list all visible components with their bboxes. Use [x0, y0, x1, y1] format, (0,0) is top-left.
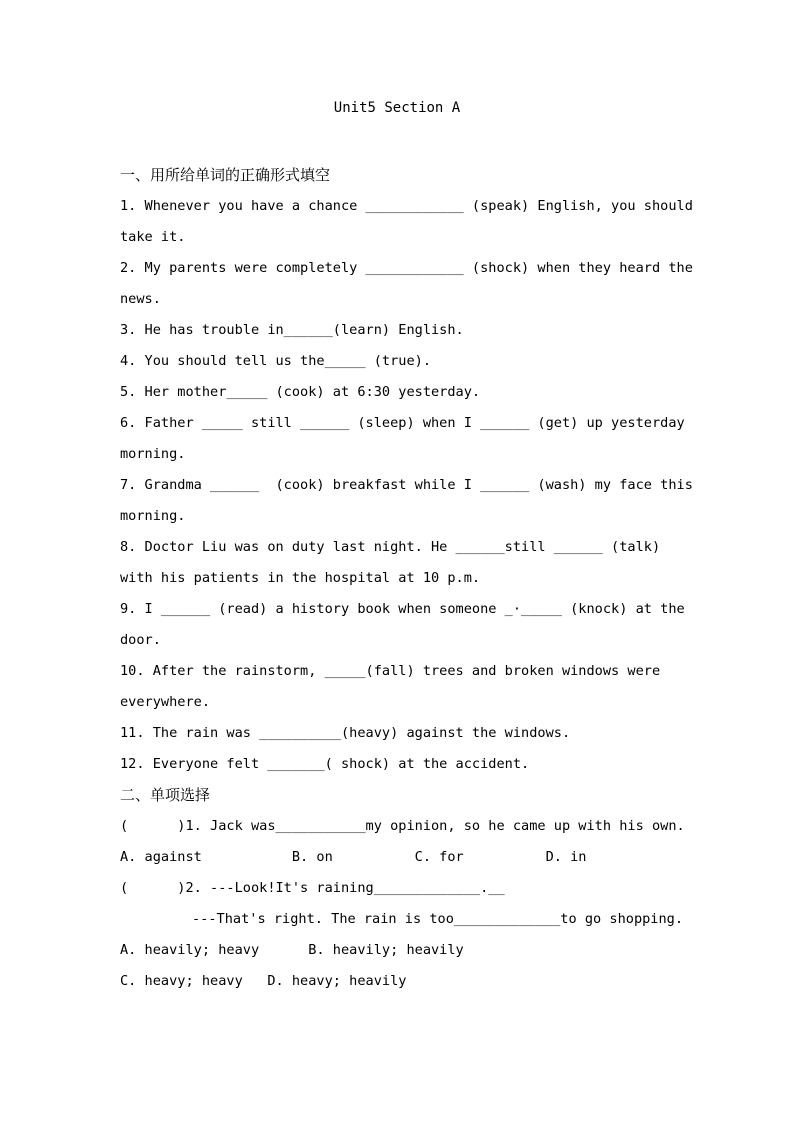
question-line: 5. Her mother_____ (cook) at 6:30 yesterday.	[120, 384, 481, 400]
question-line: ( )2. ---Look!It's raining_____________.__	[120, 880, 505, 896]
page-title: Unit5 Section A	[333, 100, 461, 116]
question-line: 12. Everyone felt _______( shock) at the accident.	[120, 756, 530, 772]
options-line: A. heavily; heavy B. heavily; heavily	[120, 942, 464, 958]
document-body	[120, 160, 693, 997]
question-line: 3. He has trouble in______(learn) English.	[120, 322, 464, 338]
options-line: A. against B. on C. for D. in	[120, 849, 587, 865]
question-line: 11. The rain was __________(heavy) against the windows.	[120, 725, 571, 741]
question-line: everywhere.	[120, 694, 211, 710]
section-heading-fill-blanks: 一、用所给单词的正确形式填空	[120, 166, 331, 184]
question-line: morning.	[120, 446, 186, 462]
section-heading-multiple-choice: 二、单项选择	[120, 786, 211, 804]
question-line: ---That's right. The rain is too_____________to go shopping.	[192, 911, 684, 927]
options-line: C. heavy; heavy D. heavy; heavily	[120, 973, 407, 989]
question-line: with his patients in the hospital at 10 p.m.	[120, 570, 481, 586]
question-line: 9. I ______ (read) a history book when someone _·_____ (knock) at the	[120, 601, 685, 617]
question-line: ( )1. Jack was___________my opinion, so he came up with his own.	[120, 818, 685, 834]
question-line: door.	[120, 632, 161, 648]
question-line: take it.	[120, 229, 186, 245]
question-line: morning.	[120, 508, 186, 524]
question-line: 10. After the rainstorm, _____(fall) trees and broken windows were	[120, 663, 661, 679]
question-line: 6. Father _____ still ______ (sleep) when I ______ (get) up yesterday	[120, 415, 685, 431]
question-line: 4. You should tell us the_____ (true).	[120, 353, 431, 369]
question-line: 2. My parents were completely ____________ (shock) when they heard the	[120, 260, 693, 276]
question-line: 7. Grandma ______ (cook) breakfast while I ______ (wash) my face this	[120, 477, 693, 493]
question-line: news.	[120, 291, 161, 307]
question-line: 8. Doctor Liu was on duty last night. He ______still ______ (talk)	[120, 539, 661, 555]
question-line: 1. Whenever you have a chance ____________ (speak) English, you should	[120, 198, 693, 214]
